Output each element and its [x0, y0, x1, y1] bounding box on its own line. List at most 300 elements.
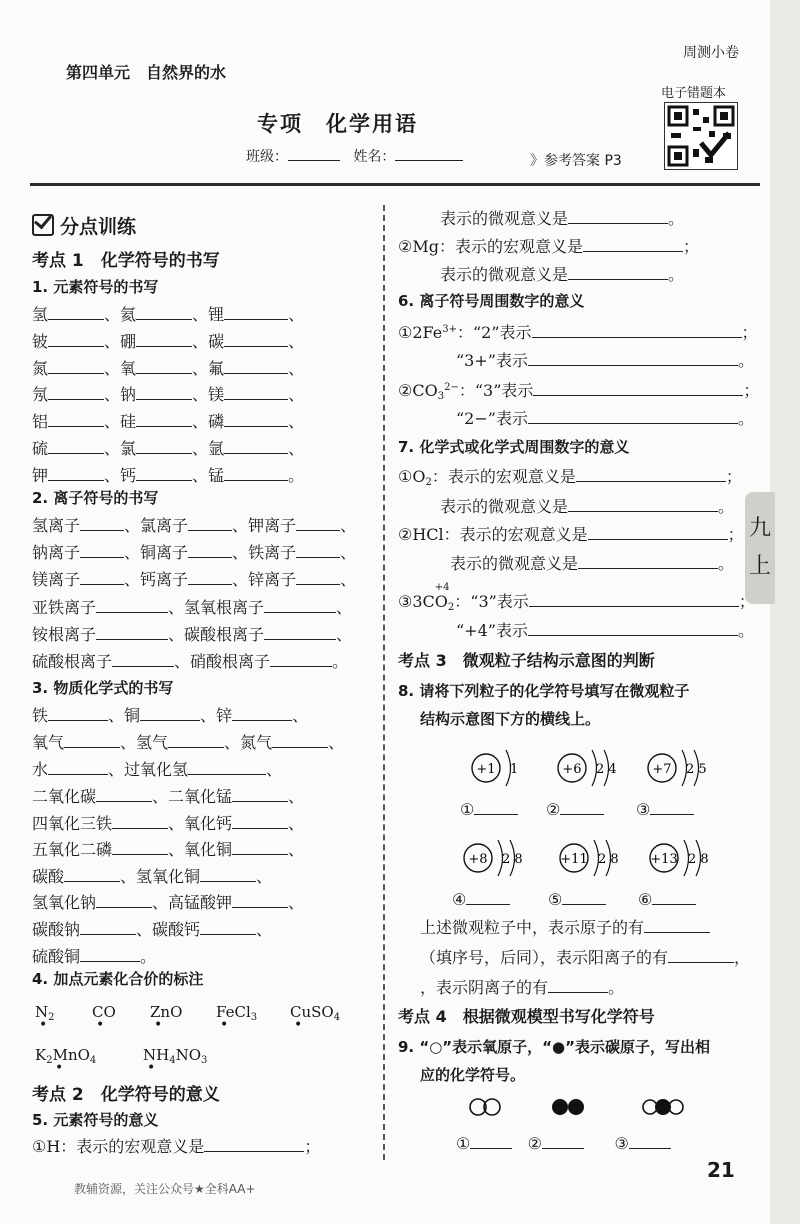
ion-name: 钙离子: [140, 570, 189, 589]
answer-blank[interactable]: [296, 516, 340, 531]
atom-label: [452, 890, 510, 909]
answer-blank[interactable]: [96, 787, 152, 802]
h-micro-text: 表示的微观意义是: [440, 209, 569, 228]
q8-text-1: 8. 请将下列粒子的化学符号填写在微观粒子: [398, 682, 690, 700]
fe-text: ：“2”表示: [456, 323, 532, 342]
substance-name: 五氧化二磷: [32, 840, 113, 860]
answer-blank[interactable]: [224, 359, 288, 374]
answer-blank[interactable]: [562, 890, 606, 905]
fill-row: 氖 、钠 、镁 、: [32, 385, 305, 405]
valence-dot: •: [96, 1017, 105, 1033]
fill-row: 亚铁离子 、氢氧根离子 、: [32, 598, 353, 617]
element-name: 硫: [32, 439, 49, 458]
element-name: 氧: [120, 358, 137, 378]
formula-text: N: [35, 1003, 49, 1021]
page-edge: [770, 0, 800, 1224]
substance-name: 过氧化氢: [124, 760, 189, 779]
answer-blank[interactable]: [568, 265, 668, 280]
answer-blank[interactable]: [568, 209, 668, 224]
answer-blank[interactable]: [264, 625, 336, 640]
formula-subscript: 3: [250, 1012, 258, 1023]
nucleus-charge: +8: [468, 852, 488, 867]
h-macro-line: ①H：表示的宏观意义是 ；: [32, 1137, 321, 1156]
answer-reference: 》参考答案 P3: [530, 153, 622, 169]
formula: [290, 1003, 341, 1033]
fe-line-2: “3+”表示 。: [456, 351, 754, 370]
electron-counts: 2 8: [502, 852, 523, 867]
answer-blank[interactable]: [529, 592, 739, 607]
substance-name: 氮气: [240, 733, 273, 752]
element-name: 氩: [208, 439, 225, 458]
element-name: 钙: [120, 465, 137, 485]
co2-text: ：“3”表示: [454, 592, 529, 611]
substance-name: 四氧化三铁: [32, 813, 113, 833]
answer-blank[interactable]: [296, 543, 340, 558]
atom-label: [460, 800, 518, 819]
element-name: 硼: [120, 331, 137, 351]
co-text-2: “2−”表示: [456, 409, 528, 428]
answer-blank[interactable]: [264, 598, 336, 613]
q9-label: ①: [456, 1134, 471, 1153]
q7-title: 7. 化学式或化学式周围数字的意义: [398, 438, 630, 456]
formula-text: ZnO: [150, 1003, 183, 1021]
answer-blank[interactable]: [224, 332, 288, 347]
answer-blank[interactable]: [474, 800, 518, 815]
formula-text: NH: [143, 1046, 170, 1064]
element-name: 磷: [208, 412, 225, 432]
formula-subscript: 3: [201, 1055, 208, 1066]
fill-row: 四氧化三铁 、氧化钙 、: [32, 813, 305, 833]
q8-question-2: （填序号，后同），表示阳离子的有 ，: [420, 948, 751, 967]
ion-name: 铁离子: [248, 543, 297, 562]
formula: [92, 1003, 116, 1033]
ion-name: 钠离子: [32, 543, 81, 562]
h-macro-text: ①H：表示的宏观意义是: [32, 1137, 205, 1156]
answer-blank[interactable]: [48, 359, 104, 374]
atom-structure-diagram: [556, 748, 636, 794]
atom-label: [638, 890, 696, 909]
molecule-models: [460, 1096, 700, 1118]
answer-blank[interactable]: [224, 305, 288, 320]
answer-blank[interactable]: [80, 570, 124, 585]
atom-label-number: ①: [460, 800, 475, 819]
substance-name: 碳酸钠: [32, 920, 81, 939]
answer-blank[interactable]: [224, 412, 288, 427]
q9-text-1: 9. “○”表示氧原子，“●”表示碳原子，写出相: [398, 1038, 710, 1056]
answer-blank[interactable]: [140, 706, 200, 721]
page-number: 21: [707, 1158, 735, 1182]
q2-title: 2. 离子符号的书写: [32, 489, 159, 507]
answer-blank[interactable]: [568, 497, 718, 512]
answer-blank[interactable]: [629, 1134, 671, 1149]
answer-blank[interactable]: [64, 867, 120, 882]
atom-structure-diagram: [646, 748, 726, 794]
co-subscript: 3: [437, 391, 445, 402]
substance-name: 氢氧化钠: [32, 893, 97, 913]
co-line-2: “2−”表示 。: [456, 409, 754, 428]
qr-code-icon[interactable]: [664, 102, 738, 170]
formula-subscript: 2: [48, 1012, 55, 1023]
ion-name: 铵根离子: [32, 625, 97, 644]
nucleus-charge: +1: [476, 762, 496, 777]
formula-subscript: 2: [46, 1055, 53, 1066]
atom-label-number: ④: [452, 890, 467, 909]
answer-blank[interactable]: [48, 760, 108, 775]
co2-text-2: “+4”表示: [456, 621, 528, 640]
answer-blank[interactable]: [232, 893, 288, 908]
atom-label-number: ⑥: [638, 890, 653, 909]
electron-counts: 2 5: [686, 762, 707, 777]
q1-title: 1. 元素符号的书写: [32, 278, 159, 296]
fill-row: 氢离子 、氯离子 、钾离子 、: [32, 516, 357, 535]
atom-label: [636, 800, 694, 819]
answer-blank[interactable]: [64, 733, 120, 748]
fill-row: 氢氧化钠 、高锰酸钾 、: [32, 893, 305, 913]
co2-valence: +4: [434, 582, 450, 593]
q8-text-5: ，表示阴离子的有: [420, 978, 549, 997]
substance-name: 高锰酸钾: [168, 893, 233, 913]
nucleus-charge: +7: [652, 762, 672, 777]
grade-tab: [745, 492, 775, 604]
answer-blank[interactable]: [652, 890, 696, 905]
answer-blank[interactable]: [542, 1134, 584, 1149]
electron-counts: 2 4: [596, 762, 617, 777]
o2-micro-line: 表示的微观意义是 。: [440, 497, 735, 516]
formula-subscript: 4: [333, 1012, 341, 1023]
nucleus-charge: +6: [562, 762, 582, 777]
hcl-micro-text: 表示的微观意义是: [450, 554, 579, 573]
answer-blank[interactable]: [588, 525, 728, 540]
substance-name: 氧化钙: [184, 813, 233, 833]
ion-name: 硝酸根离子: [190, 652, 271, 671]
fill-row: 铍 、硼 、碳 、: [32, 331, 305, 351]
answer-blank[interactable]: [528, 409, 738, 424]
answer-blank[interactable]: [470, 1134, 512, 1149]
electron-counts: 1: [510, 762, 519, 777]
o2-molecule-icon: [470, 1099, 500, 1115]
answer-blank[interactable]: [80, 947, 140, 962]
element-name: 硅: [120, 412, 137, 432]
answer-blank[interactable]: [48, 305, 104, 320]
co-charge: 2−: [444, 382, 459, 393]
substance-name: 氢氧化铜: [136, 866, 201, 886]
fill-row: 铵根离子 、碳酸根离子 、: [32, 625, 353, 644]
ion-name: 铜离子: [140, 543, 189, 562]
fill-row: 碳酸 、氢氧化铜 、: [32, 866, 273, 886]
answer-blank[interactable]: [48, 385, 104, 400]
substance-name: 氧化铜: [184, 840, 233, 860]
qr-label: 电子错题本: [661, 86, 727, 101]
answer-blank[interactable]: [136, 305, 192, 320]
element-name: 铍: [32, 331, 49, 351]
element-name: 氢: [32, 305, 49, 324]
co-text: ：“3”表示: [458, 381, 534, 400]
answer-blank[interactable]: [232, 706, 292, 721]
mg-macro-line: ②Mg：表示的宏观意义是 ；: [398, 237, 699, 256]
co2-line-1: ③3C +4 $O_2$：“3”表示 ；: [398, 582, 755, 613]
class-blank[interactable]: [288, 148, 340, 161]
c2-molecule-icon: [552, 1099, 584, 1115]
formula: [35, 1003, 55, 1033]
ion-name: 氢离子: [32, 516, 81, 535]
ion-name: 镁离子: [32, 570, 81, 589]
kp1-title: 考点 1 化学符号的书写: [32, 251, 220, 271]
answer-blank[interactable]: [650, 800, 694, 815]
formula-text: FeCl: [216, 1003, 251, 1021]
fill-row: 氧气 、氢气 、氮气 、: [32, 733, 345, 752]
substance-name: 二氧化碳: [32, 787, 97, 806]
fill-row: 钾 、钙 、锰 。: [32, 465, 305, 485]
atom-label-number: ②: [546, 800, 561, 819]
atom-structure-diagram: [470, 748, 550, 794]
answer-blank[interactable]: [272, 733, 328, 748]
co2-line-2: “+4”表示 。: [456, 621, 754, 640]
substance-name: 氧气: [32, 733, 65, 752]
answer-blank[interactable]: [96, 598, 168, 613]
answer-blank[interactable]: [48, 332, 104, 347]
formula: [35, 1046, 97, 1076]
o2-micro-text: 表示的微观意义是: [440, 497, 569, 516]
unit-title: 第四单元 自然界的水: [66, 63, 227, 82]
co-symbol: ②CO: [398, 381, 438, 400]
mg-macro-text: ②Mg：表示的宏观意义是: [398, 237, 583, 256]
answer-blank[interactable]: [200, 867, 256, 882]
substance-name: 水: [32, 760, 49, 779]
header-divider: [30, 183, 760, 186]
answer-blank[interactable]: [112, 840, 168, 855]
answer-blank[interactable]: [466, 890, 510, 905]
q8-text-3: 上述微观粒子中，表示原子的有: [420, 918, 645, 937]
column-divider: [383, 205, 385, 1160]
formula-text: CuSO: [290, 1003, 334, 1021]
answer-blank[interactable]: [48, 412, 104, 427]
formula: [150, 1003, 183, 1033]
q8-text-4: （填序号，后同），表示阳离子的有: [420, 948, 669, 967]
answer-blank[interactable]: [48, 466, 104, 481]
answer-blank[interactable]: [532, 323, 742, 338]
fill-row: 钠离子 、铜离子 、铁离子 、: [32, 543, 357, 562]
answer-blank[interactable]: [560, 800, 604, 815]
answer-blank[interactable]: [668, 948, 734, 963]
ion-name: 氯离子: [140, 516, 189, 535]
fe-charge: 3+: [442, 324, 457, 335]
mg-micro-text: 表示的微观意义是: [440, 265, 569, 284]
kp4-title: 考点 4 根据微观模型书写化学符号: [398, 1007, 655, 1026]
answer-blank[interactable]: [80, 516, 124, 531]
q4-title: 4. 加点元素化合价的标注: [32, 970, 204, 988]
answer-blank[interactable]: [528, 351, 738, 366]
q3-title: 3. 物质化学式的书写: [32, 679, 174, 697]
hcl-micro-line: 表示的微观意义是 。: [450, 554, 735, 573]
atom-label-number: ⑤: [548, 890, 563, 909]
q5-title: 5. 元素符号的意义: [32, 1111, 159, 1129]
answer-blank[interactable]: [533, 381, 743, 396]
kp2-title: 考点 2 化学符号的意义: [32, 1085, 220, 1105]
atom-structure-diagram: [558, 838, 638, 884]
ion-name: 锌离子: [248, 570, 297, 589]
valence-dot: •: [220, 1017, 229, 1033]
answer-blank[interactable]: [583, 237, 683, 252]
element-name: 氦: [120, 305, 137, 324]
fill-row: 铝 、硅 、磷 、: [32, 412, 305, 432]
answer-blank[interactable]: [204, 1137, 304, 1152]
fill-row: 二氧化碳 、二氧化锰 、: [32, 787, 305, 806]
valence-dot: •: [55, 1060, 64, 1076]
answer-blank[interactable]: [200, 920, 256, 935]
formula-text: MnO: [52, 1046, 90, 1064]
element-name: 氯: [120, 439, 137, 458]
fill-row: 硫 、氯 、氩 、: [32, 439, 305, 458]
answer-blank[interactable]: [168, 733, 224, 748]
answer-blank[interactable]: [80, 920, 136, 935]
atom-label: [546, 800, 604, 819]
answer-blank[interactable]: [80, 543, 124, 558]
substance-name: 碳酸钙: [152, 920, 201, 939]
formula-subscript: 4: [169, 1055, 176, 1066]
answer-blank[interactable]: [548, 978, 608, 993]
ion-name: 钾离子: [248, 516, 297, 535]
formula: [143, 1046, 208, 1076]
fill-row: 硫酸铜 。: [32, 947, 157, 966]
answer-blank[interactable]: [232, 840, 288, 855]
q8-text-2: 结构示意图下方的横线上。: [420, 710, 601, 728]
atom-label: [548, 890, 606, 909]
element-name: 碳: [208, 331, 225, 351]
nucleus-charge: +11: [560, 852, 588, 867]
q6-title: 6. 离子符号周围数字的意义: [398, 292, 585, 310]
weekly-label: 周测小卷: [683, 45, 739, 61]
answer-blank[interactable]: [232, 787, 288, 802]
electron-counts: 2 8: [688, 852, 709, 867]
page-title: 专项 化学用语: [257, 112, 418, 136]
ion-name: 亚铁离子: [32, 598, 97, 617]
checkbox-icon: [32, 214, 54, 236]
fill-row: 氮 、氧 、氟 、: [32, 358, 305, 378]
nucleus-charge: +13: [650, 852, 678, 867]
element-name: 锰: [208, 465, 225, 485]
element-name: 锂: [208, 305, 225, 324]
answer-blank[interactable]: [136, 359, 192, 374]
answer-blank[interactable]: [136, 412, 192, 427]
answer-blank[interactable]: [136, 466, 192, 481]
o2-macro-line: $①O_2$：表示的宏观意义是 ；: [398, 467, 742, 488]
grade-tab-char: 九: [748, 516, 771, 541]
answer-blank[interactable]: [96, 893, 152, 908]
fill-row: 水 、过氧化氢 、: [32, 760, 283, 779]
answer-blank[interactable]: [224, 385, 288, 400]
valence-dot: •: [154, 1017, 163, 1033]
fill-row: 氢 、氦 、锂 、: [32, 305, 305, 324]
answer-blank[interactable]: [112, 814, 168, 829]
fe-symbol: ①2Fe: [398, 323, 443, 342]
section-title: 分点训练: [60, 216, 137, 238]
answer-blank[interactable]: [48, 439, 104, 454]
answer-blank[interactable]: [96, 625, 168, 640]
element-name: 氟: [208, 358, 225, 378]
q9-answers: [456, 1134, 671, 1153]
answer-blank[interactable]: [576, 467, 726, 482]
electron-counts: 2 8: [598, 852, 619, 867]
substance-name: 硫酸铜: [32, 947, 81, 966]
substance-name: 锌: [216, 706, 233, 725]
answer-blank[interactable]: [188, 543, 232, 558]
answer-blank[interactable]: [644, 918, 710, 933]
q8-question-3: ，表示阴离子的有 。: [420, 978, 625, 997]
atom-label-number: ③: [636, 800, 651, 819]
element-name: 铝: [32, 412, 49, 432]
answer-blank[interactable]: [188, 760, 266, 775]
element-name: 钠: [120, 385, 137, 405]
atom-structure-diagram: [648, 838, 728, 884]
answer-blank[interactable]: [136, 332, 192, 347]
answer-blank[interactable]: [578, 554, 718, 569]
section-heading: [32, 212, 136, 239]
answer-blank[interactable]: [528, 621, 738, 636]
substance-name: 二氧化锰: [168, 787, 233, 806]
fill-row: 铁 、铜 、锌 、: [32, 706, 309, 725]
hcl-macro-line: ②HCl：表示的宏观意义是 ；: [398, 525, 744, 544]
student-info-line: [246, 146, 463, 166]
valence-dot: •: [39, 1017, 48, 1033]
grade-tab-char: 上: [748, 554, 771, 579]
name-label: 姓名：: [353, 149, 396, 165]
answer-blank[interactable]: [136, 439, 192, 454]
answer-blank[interactable]: [232, 814, 288, 829]
substance-name: 氢气: [136, 733, 169, 752]
name-blank[interactable]: [395, 148, 463, 161]
answer-blank[interactable]: [224, 439, 288, 454]
answer-blank[interactable]: [188, 570, 232, 585]
footer-watermark: 教辅资源，关注公众号★全科AA+: [74, 1182, 256, 1196]
answer-blank[interactable]: [270, 652, 332, 667]
answer-blank[interactable]: [112, 652, 174, 667]
ion-name: 氢氧根离子: [184, 598, 265, 617]
fe-text-2: “3+”表示: [456, 351, 528, 370]
substance-name: 铁: [32, 706, 49, 725]
answer-blank[interactable]: [224, 466, 288, 481]
kp3-title: 考点 3 微观粒子结构示意图的判断: [398, 651, 655, 670]
q9-text-2: 应的化学符号。: [420, 1066, 526, 1084]
valence-dot: •: [147, 1060, 156, 1076]
element-name: 镁: [208, 385, 225, 405]
atom-structure-diagram: [462, 838, 542, 884]
hcl-macro-text: ②HCl：表示的宏观意义是: [398, 525, 588, 544]
answer-blank[interactable]: [296, 570, 340, 585]
fill-row: 五氧化二磷 、氧化铜 、: [32, 840, 305, 860]
ion-name: 碳酸根离子: [184, 625, 265, 644]
formula-subscript: 4: [89, 1055, 97, 1066]
substance-name: 铜: [124, 706, 141, 725]
formula-text: CO: [92, 1003, 116, 1021]
ion-name: 硫酸根离子: [32, 652, 113, 671]
formula: [216, 1003, 258, 1033]
formula-text: K: [35, 1046, 47, 1064]
answer-blank[interactable]: [48, 706, 108, 721]
o2-macro-text: ：表示的宏观意义是: [431, 467, 576, 486]
q9-label: ②: [527, 1134, 542, 1153]
fill-row: 硫酸根离子 、硝酸根离子 。: [32, 652, 349, 671]
q8-question-1: [420, 915, 710, 938]
element-name: 氮: [32, 358, 49, 378]
class-label: 班级：: [246, 149, 288, 165]
fill-row: 碳酸钠 、碳酸钙 、: [32, 920, 273, 939]
h-micro-line: 表示的微观意义是 。: [440, 209, 685, 228]
answer-blank[interactable]: [136, 385, 192, 400]
q9-label: ③: [614, 1134, 629, 1153]
answer-blank[interactable]: [188, 516, 232, 531]
co2-molecule-icon: [643, 1099, 683, 1115]
co-line-1: $②CO_3^{2-}$：“3”表示 ；: [398, 381, 760, 402]
